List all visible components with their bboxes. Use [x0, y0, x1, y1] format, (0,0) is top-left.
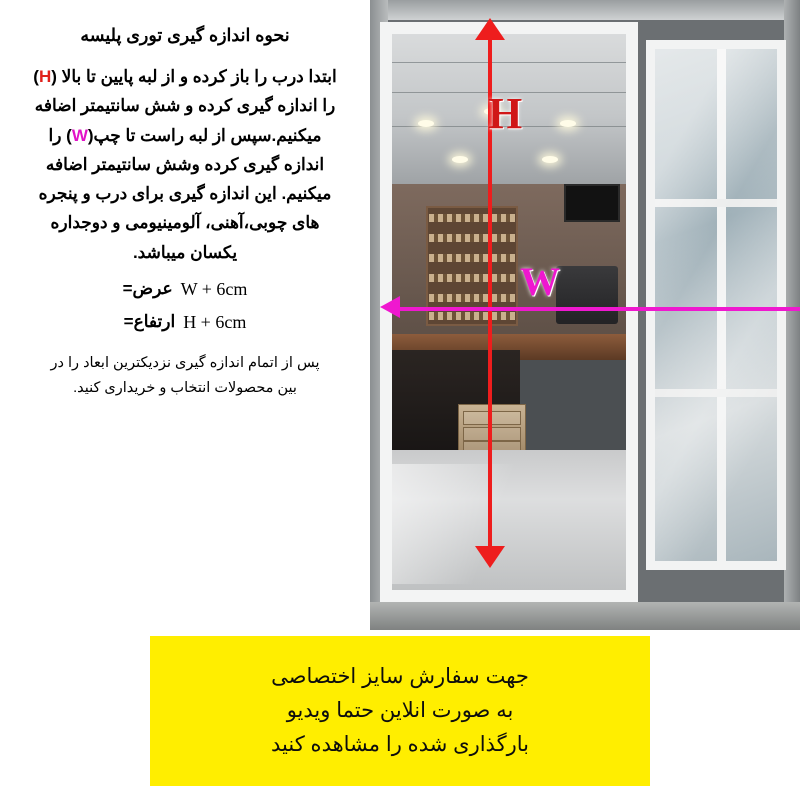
- shelf-row: [429, 214, 515, 222]
- wall-top: [370, 0, 800, 20]
- wall-tv: [564, 184, 620, 222]
- banner-line-3: بارگذاری شده را مشاهده کنید: [271, 733, 529, 756]
- wall-bottom: [370, 602, 800, 630]
- floor-reflection: [392, 464, 626, 584]
- panel-reflection: [655, 49, 777, 561]
- paragraph-part-2: ) را اندازه گیری کرده و شش سانتیمتر اضافه میکنیم.سپس از لبه راست تا چپ(: [33, 67, 336, 145]
- width-arrow-line: [396, 307, 800, 311]
- cabinet-drawer: [463, 411, 521, 425]
- formula-width-label: عرض=: [122, 279, 173, 299]
- formula-width: [14, 279, 356, 300]
- paragraph-part-1: ابتدا درب را باز کرده و از لبه پایین تا بالا (: [51, 67, 337, 87]
- ceiling-line: [392, 62, 626, 63]
- side-glass-panel: [646, 40, 786, 570]
- instructions-heading: نحوه اندازه گیری توری پلیسه: [80, 25, 290, 45]
- shelf-row: [429, 254, 515, 262]
- ceiling-light: [560, 120, 576, 127]
- door-photo: [370, 0, 800, 630]
- height-arrow-head-down: [475, 546, 505, 568]
- instructions-footnote: پس از اتمام اندازه گیری نزدیکترین ابعاد را در بین محصولات انتخاب و خریداری کنید.: [50, 354, 320, 397]
- custom-order-banner: [150, 636, 650, 786]
- shelf-row: [429, 312, 515, 320]
- ceiling-light: [542, 156, 558, 163]
- chair: [556, 266, 618, 324]
- formula-height-label: ارتفاع=: [123, 312, 176, 332]
- paragraph-part-3: ) را اندازه گیری کرده وشش سانتیمتر اضافه میکنیم. این اندازه گیری برای درب و پنجره های چوبی،آهنی، آلومینیومی و دوجداره یکسان میباشد.: [38, 125, 332, 262]
- banner-line-2: به صورت انلاین حتما ویدیو: [286, 698, 514, 722]
- ceiling-light: [452, 156, 468, 163]
- width-symbol-inline: W: [71, 125, 88, 145]
- formula-width-expression: W + 6cm: [180, 278, 248, 299]
- wall-right: [784, 0, 800, 630]
- instructions-paragraph: [30, 62, 340, 267]
- cabinet-drawer: [463, 427, 521, 441]
- height-symbol-inline: H: [38, 67, 52, 87]
- height-label: H: [488, 89, 523, 138]
- banner-line-1: جهت سفارش سایز اختصاصی: [271, 664, 529, 688]
- shelf-row: [429, 294, 515, 302]
- formula-height: [14, 312, 356, 333]
- instructions-panel: [0, 0, 370, 630]
- shelf-row: [429, 274, 515, 282]
- shelf-row: [429, 234, 515, 242]
- ceiling-light: [418, 120, 434, 127]
- width-label: W: [520, 259, 560, 304]
- formula-height-expression: H + 6cm: [183, 311, 247, 332]
